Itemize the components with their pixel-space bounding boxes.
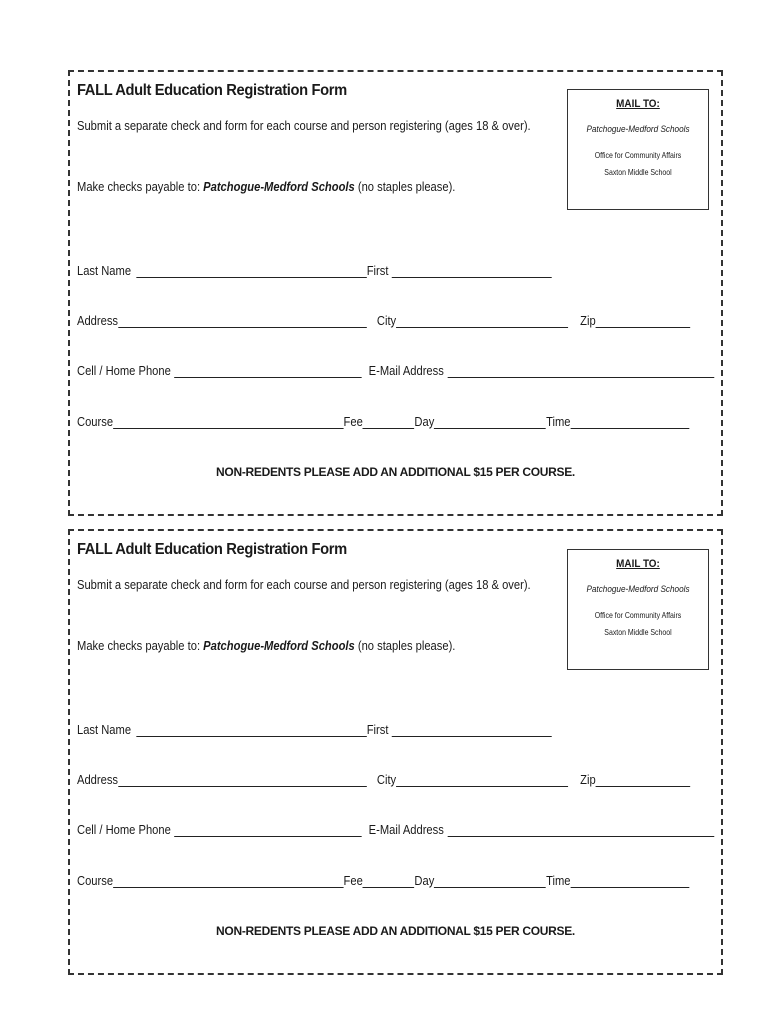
mail-to-office-block [581, 147, 696, 181]
city-label: City [376, 772, 397, 787]
last-name-label: Last Name [77, 263, 132, 278]
course-label: Course [77, 414, 114, 429]
time-label: Time [546, 873, 571, 888]
name-row [77, 722, 552, 737]
mail-to-office: Office for Community Affairs [594, 610, 682, 620]
zip-field[interactable] [596, 774, 691, 787]
address-row [77, 772, 690, 787]
course-label: Course [77, 873, 114, 888]
first-name-label: First [366, 263, 389, 278]
registration-form-1 [68, 70, 723, 516]
email-label: E-Mail Address [368, 363, 444, 378]
registration-form-2 [68, 529, 723, 975]
city-field[interactable] [396, 774, 568, 787]
first-name-field[interactable] [392, 265, 552, 278]
course-field[interactable] [113, 416, 343, 429]
last-name-field[interactable] [136, 724, 366, 737]
payable-name: Patchogue-Medford Schools [203, 179, 355, 194]
fee-field[interactable] [363, 875, 415, 888]
course-row [77, 414, 689, 429]
day-field[interactable] [434, 416, 546, 429]
last-name-label: Last Name [77, 722, 132, 737]
time-field[interactable] [571, 875, 690, 888]
instructions-text: Submit a separate check and form for each course and person registering (ages 18 & over). [77, 577, 531, 592]
mail-to-building: Saxton Middle School [604, 167, 672, 177]
course-row [77, 873, 689, 888]
contact-row [77, 363, 714, 378]
email-field[interactable] [447, 365, 714, 378]
zip-field[interactable] [596, 315, 691, 328]
payable-prefix: Make checks payable to: [77, 638, 201, 653]
fee-field[interactable] [363, 416, 415, 429]
form-title: FALL Adult Education Registration Form [77, 82, 347, 99]
payable-suffix: (no staples please). [357, 179, 456, 194]
email-label: E-Mail Address [368, 822, 444, 837]
zip-label: Zip [580, 772, 596, 787]
phone-label: Cell / Home Phone [77, 822, 171, 837]
payable-line [77, 179, 455, 194]
course-field[interactable] [113, 875, 343, 888]
address-row [77, 313, 690, 328]
fee-label: Fee [343, 414, 363, 429]
non-resident-note: NON-REDENTS PLEASE ADD AN ADDITIONAL $15 PER COURSE. [216, 924, 575, 938]
non-resident-note: NON-REDENTS PLEASE ADD AN ADDITIONAL $15 PER COURSE. [216, 465, 575, 479]
name-row [77, 263, 552, 278]
mail-to-building: Saxton Middle School [604, 627, 672, 637]
fee-label: Fee [343, 873, 363, 888]
phone-field[interactable] [174, 365, 361, 378]
day-label: Day [414, 873, 435, 888]
address-field[interactable] [118, 774, 367, 787]
mail-to-office: Office for Community Affairs [594, 150, 682, 160]
first-name-label: First [366, 722, 389, 737]
mail-to-box [567, 549, 709, 670]
last-name-field[interactable] [136, 265, 366, 278]
instructions-text: Submit a separate check and form for each course and person registering (ages 18 & over). [77, 118, 531, 133]
phone-label: Cell / Home Phone [77, 363, 171, 378]
first-name-field[interactable] [392, 724, 552, 737]
payable-prefix: Make checks payable to: [77, 179, 201, 194]
day-field[interactable] [434, 875, 546, 888]
city-label: City [376, 313, 397, 328]
address-field[interactable] [118, 315, 367, 328]
mail-to-heading: MAIL TO: [616, 98, 660, 110]
payable-line [77, 638, 455, 653]
mail-to-heading: MAIL TO: [616, 558, 660, 570]
address-label: Address [77, 313, 119, 328]
payable-suffix: (no staples please). [357, 638, 456, 653]
mail-to-school: Patchogue-Medford Schools [586, 124, 690, 135]
contact-row [77, 822, 714, 837]
day-label: Day [414, 414, 435, 429]
city-field[interactable] [396, 315, 568, 328]
mail-to-school: Patchogue-Medford Schools [586, 584, 690, 595]
payable-name: Patchogue-Medford Schools [203, 638, 355, 653]
time-field[interactable] [571, 416, 690, 429]
phone-field[interactable] [174, 824, 361, 837]
address-label: Address [77, 772, 119, 787]
mail-to-box [567, 89, 709, 210]
email-field[interactable] [447, 824, 714, 837]
form-title: FALL Adult Education Registration Form [77, 541, 347, 558]
mail-to-office-block [581, 607, 696, 641]
time-label: Time [546, 414, 571, 429]
zip-label: Zip [580, 313, 596, 328]
